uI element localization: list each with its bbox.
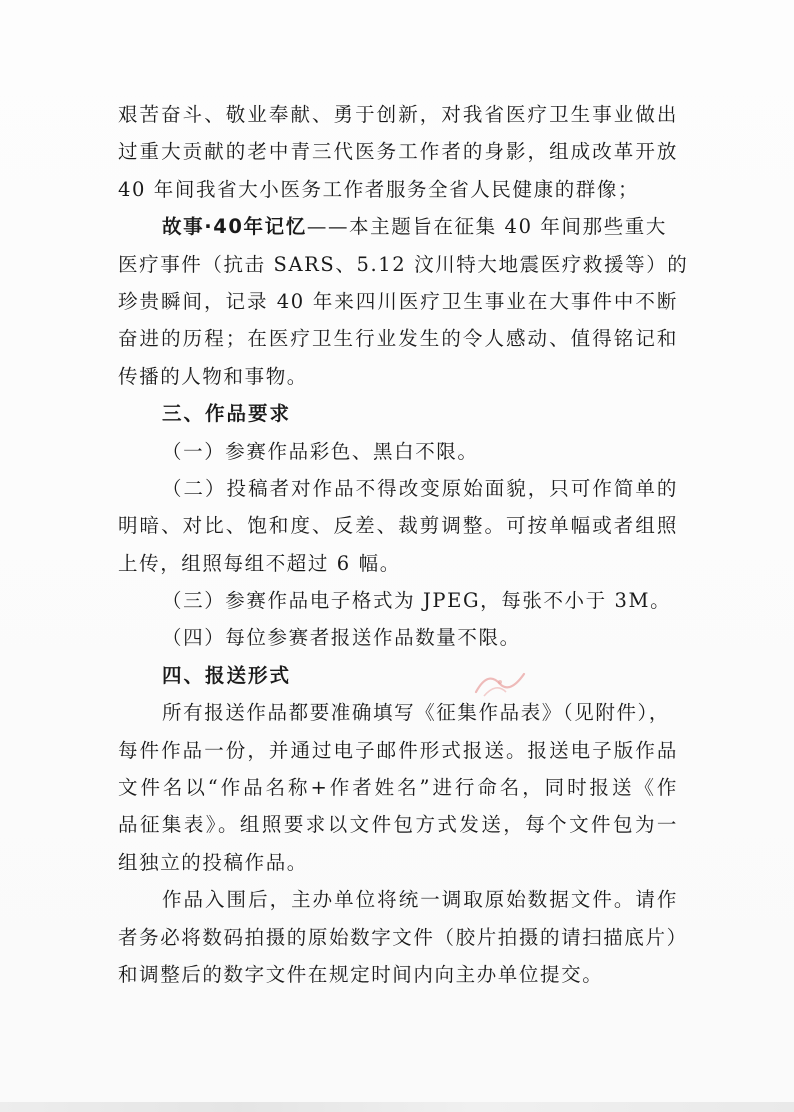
text-line: 作品入围后，主办单位将统一调取原始数据文件。请作 <box>162 888 678 912</box>
list-item: （四）每位参赛者报送作品数量不限。 <box>162 626 521 650</box>
text-line-rest: ——本主题旨在征集 40 年间那些重大 <box>306 215 667 239</box>
text-line: 所有报送作品都要准确填写《征集作品表》（见附件）， <box>162 701 671 725</box>
seal-stamp-fragment <box>470 664 530 700</box>
text-line: 40 年间我省大小医务工作者服务全省人民健康的群像； <box>118 177 640 201</box>
text-line: 明暗、对比、饱和度、反差、裁剪调整。可按单幅或者组照 <box>118 514 678 538</box>
section-heading: 四、报送形式 <box>162 663 292 687</box>
text-line <box>118 208 678 245</box>
text-line: 传播的人物和事物。 <box>118 364 308 388</box>
text-line: 医疗事件（抗击 SARS、5.12 汶川特大地震医疗救援等）的 <box>118 252 689 276</box>
list-item: （一）参赛作品彩色、黑白不限。 <box>162 439 479 463</box>
story-theme-title: 故事·40年记忆 <box>162 215 307 239</box>
text-line: 组独立的投稿作品。 <box>118 850 308 874</box>
text-line: 过重大贡献的老中青三代医务工作者的身影，组成改革开放 <box>118 140 678 164</box>
text-line: 珍贵瞬间，记录 40 年来四川医疗卫生事业在大事件中不断 <box>118 289 678 313</box>
text-line: 上传，组照每组不超过 6 幅。 <box>118 551 401 575</box>
list-item: （三）参赛作品电子格式为 JPEG，每张不小于 3M。 <box>162 589 672 613</box>
scan-edge <box>0 1102 794 1112</box>
text-line: 和调整后的数字文件在规定时间内向主办单位提交。 <box>118 962 604 986</box>
text-line: 者务必将数码拍摄的原始数字文件（胶片拍摄的请扫描底片） <box>118 925 688 949</box>
text-line: 艰苦奋斗、敬业奉献、勇于创新，对我省医疗卫生事业做出 <box>118 103 678 126</box>
section-heading: 三、作品要求 <box>162 402 292 426</box>
text-line: 文件名以“作品名称+作者姓名”进行命名，同时报送《作 <box>118 776 678 800</box>
text-line: 品征集表》。组照要求以文件包方式发送，每个文件包为一 <box>118 813 678 837</box>
text-line: 奋进的历程；在医疗卫生行业发生的令人感动、值得铭记和 <box>118 327 678 351</box>
document-body <box>118 96 689 993</box>
list-item: （二）投稿者对作品不得改变原始面貌，只可作简单的 <box>162 476 678 500</box>
text-line: 每件作品一份，并通过电子邮件形式报送。报送电子版作品 <box>118 738 678 762</box>
